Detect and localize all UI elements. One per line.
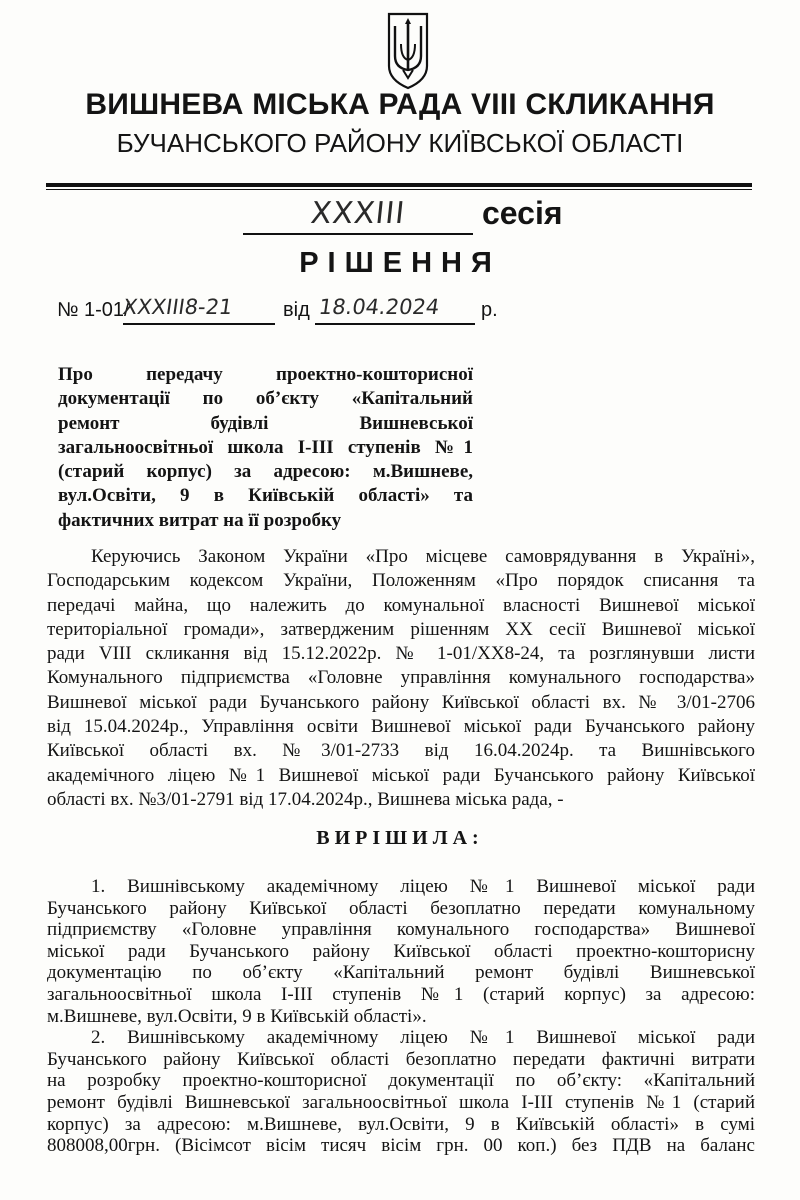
decision-title: РІШЕННЯ — [299, 247, 501, 279]
subject-line: загальноосвітньої школа І-ІІІ ступенів №1 — [58, 436, 473, 458]
council-name: ВИШНЕВА МІСЬКА РАДА VIII СКЛИКАННЯ — [85, 88, 715, 121]
preamble-paragraph — [47, 545, 755, 812]
item2-line: корпус) за адресою: м.Вишневе, вул.Освіти, 9 в Київській області» в сумі — [47, 1113, 755, 1135]
decision-date-prefix: від — [283, 299, 310, 321]
subject-line: фактичних витрат на її розробку — [58, 509, 342, 531]
preamble-line: Комунального підприємства «Головне управління комунального господарства» — [47, 667, 755, 689]
subject-line: вул.Освіти, 9 в Київській області» та — [58, 485, 473, 507]
resolved-heading: ВИРІШИЛА: — [316, 827, 484, 849]
decision-date-underline — [315, 323, 475, 325]
item1-line: 1. Вишнівському академічному ліцею №1 Вишневої міської ради — [91, 876, 755, 897]
item2-line: 2. Вишнівському академічному ліцею №1 Вишневої міської ради — [91, 1027, 755, 1049]
preamble-line: Вишневої міської ради Бучанського району Київської області вх. № 3/01-2706 — [47, 691, 755, 713]
preamble-line: академічного ліцею №1 Вишневої міської ради Бучанського району Київської — [47, 764, 755, 786]
item2-line: Бучанського району Київської області безоплатно передати фактичні витрати — [47, 1048, 755, 1070]
item1-line: загальноосвітньої школа І-ІІІ ступенів №1 (старий корпус) за адресою: — [47, 983, 755, 1005]
item1-line: м.Вишневе, вул.Освіти, 9 в Київській області». — [47, 1005, 427, 1027]
header-divider-thin — [46, 189, 752, 190]
subject-line: Про передачу проектно-кошторисної — [58, 364, 473, 385]
item1-line: міської ради Бучанського району Київської області проектно-кошторисну — [47, 940, 755, 962]
decision-number-underline — [123, 323, 275, 325]
session-number-handwritten: XXXIII — [309, 196, 407, 231]
decision-number-prefix: № 1-01/ — [57, 299, 130, 321]
decision-number-handwritten: XXXIII8-21 — [121, 295, 235, 319]
preamble-line: ради VIII скликання від 15.12.2022р. № 1-01/ХХ8-24, та розглянувши листи — [47, 643, 755, 665]
item2-line: ремонт будівлі Вишневської загальноосвітньої школа І-ІІІ ступенів №1 (старий — [47, 1091, 755, 1113]
subject-line: (старий корпус) за адресою: м.Вишневе, — [58, 461, 473, 483]
preamble-line: області вх. №3/01-2791 від 17.04.2024р., Вишнева міська рада, - — [47, 788, 564, 810]
resolution-items — [47, 876, 755, 1157]
session-label: сесія — [482, 195, 563, 231]
preamble-line: Київської області вх. №3/01-2733 від 16.04.2024р. та Вишнівського — [47, 740, 755, 762]
coat-of-arms-trident-icon — [383, 10, 433, 90]
item1-line: Бучанського району Київської області безоплатно передати комунальному — [47, 897, 755, 919]
subject-line: ремонт будівлі Вишневської — [58, 412, 473, 434]
subject-line: документації по об’єкту «Капітальний — [58, 388, 473, 410]
preamble-line: територіальної громади», затвердженим рішенням ХХ сесії Вишневої міської — [47, 618, 755, 640]
decision-date-handwritten: 18.04.2024 — [317, 295, 441, 319]
council-district: БУЧАНСЬКОГО РАЙОНУ КИЇВСЬКОЇ ОБЛАСТІ — [116, 128, 684, 158]
item2-line: на розробку проектно-кошторисної документації по об’єкту: «Капітальний — [47, 1070, 755, 1092]
decision-date-suffix: р. — [481, 299, 498, 321]
session-underline — [243, 233, 473, 235]
item1-line: документацію по об’єкту «Капітальний ремонт будівлі Вишневської — [47, 962, 755, 984]
header-divider-thick — [46, 183, 752, 187]
decision-subject — [58, 363, 473, 533]
preamble-line: передачі майна, що належить до комунальної власності Вишневої міської — [47, 594, 755, 616]
preamble-line: Господарським кодексом України, Положенням «Про порядок списання та — [47, 570, 755, 592]
item1-line: підприємству «Головне управління комунального господарства» Вишневої — [47, 919, 755, 941]
item2-line: 808008,00грн. (Вісімсот вісім тисяч вісім грн. 00 коп.) без ПДВ на баланс — [47, 1135, 755, 1157]
preamble-line: від 15.04.2024р., Управління освіти Вишневої міської ради Бучанського району — [47, 716, 755, 738]
preamble-line: Керуючись Законом України «Про місцеве самоврядування в Україні», — [91, 546, 755, 567]
